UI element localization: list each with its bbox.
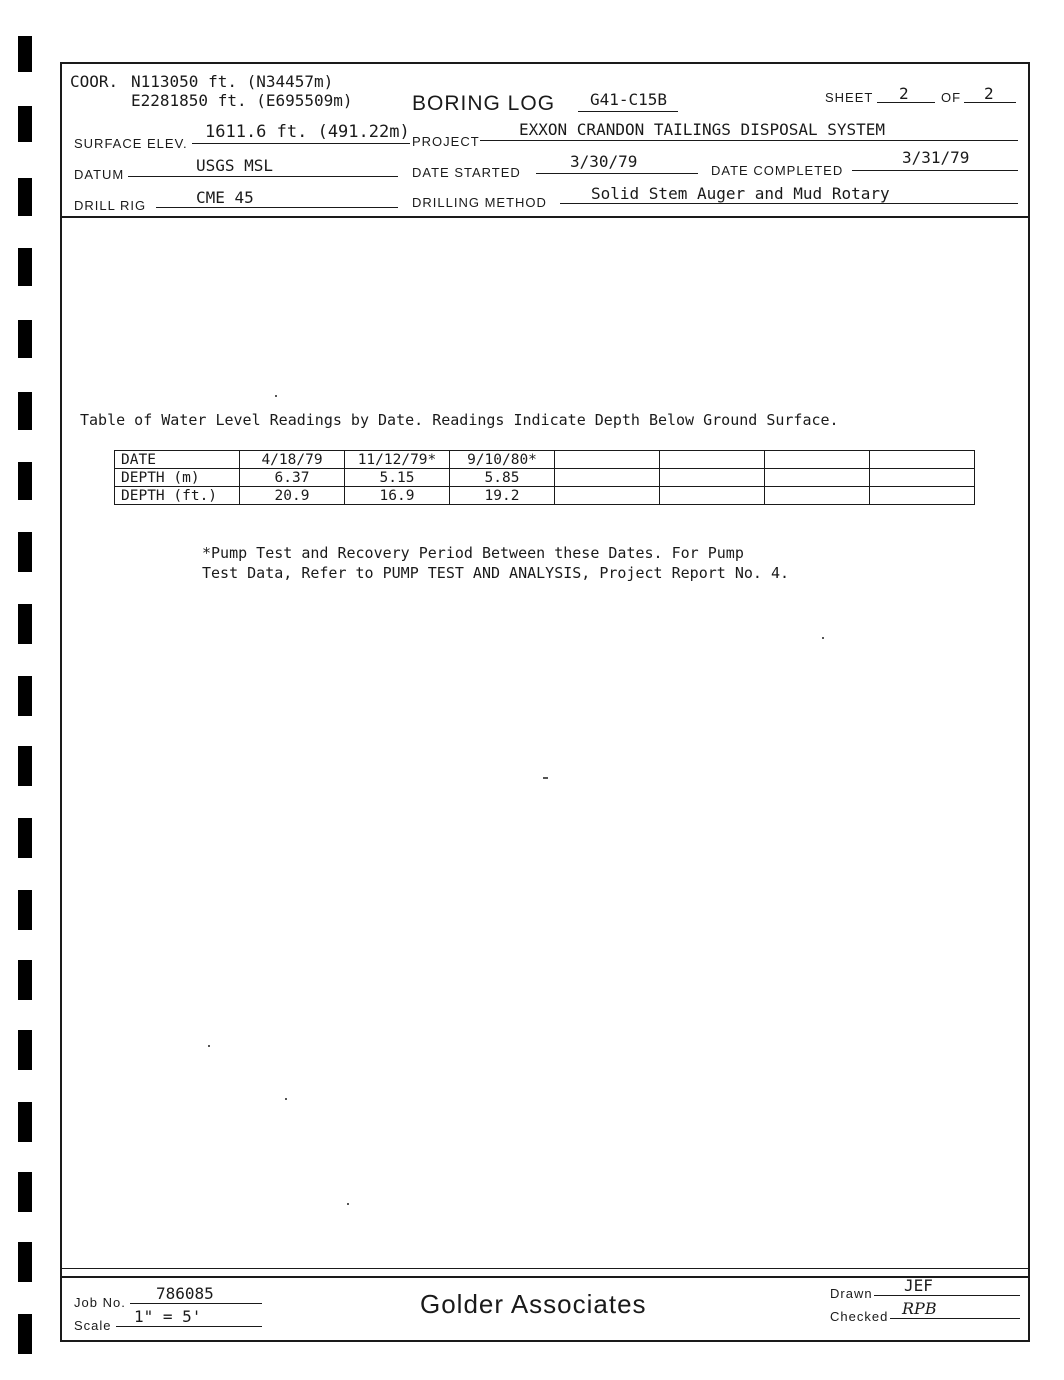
table-row: [115, 487, 975, 505]
sheet-number-line: [877, 102, 935, 103]
binder-hole: [18, 960, 32, 1000]
binder-hole: [18, 1102, 32, 1142]
binder-hole: [18, 392, 32, 430]
binder-hole: [18, 178, 32, 216]
binder-hole: [18, 106, 32, 142]
checked-label: Checked: [830, 1309, 889, 1324]
table-cell: 11/12/79*: [345, 451, 450, 469]
drawn-value: JEF: [904, 1276, 933, 1295]
drawn-line: [874, 1295, 1020, 1296]
date-completed-label: DATE COMPLETED: [711, 163, 844, 178]
binder-hole: [18, 1030, 32, 1070]
drilling-method-value: Solid Stem Auger and Mud Rotary: [591, 184, 890, 203]
scan-speck: [285, 1098, 287, 1100]
scan-speck: [543, 777, 548, 779]
binder-hole: [18, 248, 32, 286]
binder-hole: [18, 604, 32, 644]
binder-hole: [18, 1172, 32, 1212]
header-divider: [61, 216, 1029, 218]
table-cell: [555, 451, 660, 469]
boring-log-title: BORING LOG: [412, 92, 556, 115]
binder-hole: [18, 462, 32, 500]
scale-value: 1" = 5': [134, 1307, 202, 1326]
surface-elev-value: 1611.6 ft. (491.22m): [205, 122, 410, 142]
table-cell: 5.15: [345, 469, 450, 487]
table-cell: [765, 469, 870, 487]
binder-hole: [18, 320, 32, 358]
drilling-method-label: DRILLING METHOD: [412, 195, 547, 210]
date-started-label: DATE STARTED: [412, 165, 521, 180]
scan-speck: [347, 1203, 349, 1205]
date-completed-value: 3/31/79: [902, 148, 970, 167]
scan-speck: [822, 637, 824, 639]
table-row: [115, 469, 975, 487]
water-level-table: [114, 450, 975, 505]
date-started-line: [536, 173, 698, 174]
sheet-total: 2: [984, 84, 994, 103]
table-cell: [555, 487, 660, 505]
checked-line: [890, 1318, 1020, 1319]
footnote-line-1: *Pump Test and Recovery Period Between these Dates. For Pump: [202, 544, 744, 562]
table-caption: Table of Water Level Readings by Date. Readings Indicate Depth Below Ground Surface.: [80, 411, 839, 429]
table-cell: 5.85: [450, 469, 555, 487]
table-cell: 4/18/79: [240, 451, 345, 469]
table-cell: [765, 487, 870, 505]
sheet-label: SHEET: [825, 90, 874, 105]
footnote-line-2: Test Data, Refer to PUMP TEST AND ANALYSIS, Project Report No. 4.: [202, 564, 789, 582]
date-completed-line: [852, 170, 1018, 171]
table-cell: [870, 451, 975, 469]
drilling-method-line: [560, 203, 1018, 204]
binder-hole: [18, 676, 32, 716]
company-name: Golder Associates: [420, 1289, 647, 1319]
scan-speck: [275, 395, 277, 397]
drill-rig-value: CME 45: [196, 188, 254, 207]
datum-value: USGS MSL: [196, 156, 274, 175]
binder-hole: [18, 746, 32, 786]
table-cell: 20.9: [240, 487, 345, 505]
row-label: DEPTH (m): [115, 469, 240, 487]
drawn-label: Drawn: [830, 1286, 873, 1301]
datum-line: [128, 176, 398, 177]
table-cell: [660, 487, 765, 505]
project-value: EXXON CRANDON TAILINGS DISPOSAL SYSTEM: [519, 120, 886, 139]
scale-label: Scale: [74, 1318, 112, 1333]
log-sheet-frame: [60, 62, 1030, 1342]
row-label: DATE: [115, 451, 240, 469]
table-cell: 16.9: [345, 487, 450, 505]
of-label: OF: [941, 90, 962, 105]
project-label: PROJECT: [412, 134, 480, 149]
date-started-value: 3/30/79: [570, 152, 638, 171]
boring-id: G41-C15B: [590, 90, 668, 109]
sheet-total-line: [964, 102, 1016, 103]
table-cell: [555, 469, 660, 487]
job-no-label: Job No.: [74, 1295, 126, 1310]
table-cell: [765, 451, 870, 469]
sheet-number: 2: [899, 84, 909, 103]
table-cell: [870, 487, 975, 505]
job-no-line: [130, 1303, 262, 1304]
table-cell: [870, 469, 975, 487]
checked-initials: RPB: [902, 1299, 937, 1318]
coor-north: N113050 ft. (N34457m): [131, 72, 334, 91]
project-line: [480, 140, 1018, 141]
drill-rig-line: [156, 207, 398, 208]
binder-hole: [18, 1242, 32, 1282]
table-cell: [660, 451, 765, 469]
drill-rig-label: DRILL RIG: [74, 198, 147, 213]
row-label: DEPTH (ft.): [115, 487, 240, 505]
scan-speck: [208, 1045, 210, 1047]
binder-hole: [18, 532, 32, 572]
table-row: [115, 451, 975, 469]
job-no-value: 786085: [156, 1284, 214, 1303]
binder-hole: [18, 1314, 32, 1354]
table-cell: 9/10/80*: [450, 451, 555, 469]
surface-elev-label: SURFACE ELEV.: [74, 136, 188, 151]
table-cell: 19.2: [450, 487, 555, 505]
binder-hole: [18, 890, 32, 930]
binder-hole: [18, 818, 32, 858]
coor-east: E2281850 ft. (E695509m): [131, 91, 353, 110]
binder-hole: [18, 36, 32, 72]
scale-line: [116, 1326, 262, 1327]
datum-label: DATUM: [74, 167, 125, 182]
table-cell: 6.37: [240, 469, 345, 487]
table-cell: [660, 469, 765, 487]
boring-id-line: [578, 111, 678, 112]
surface-elev-line: [192, 143, 410, 144]
footer-divider-top: [61, 1268, 1029, 1269]
coor-label: COOR.: [70, 72, 119, 91]
footer-divider: [61, 1276, 1029, 1278]
